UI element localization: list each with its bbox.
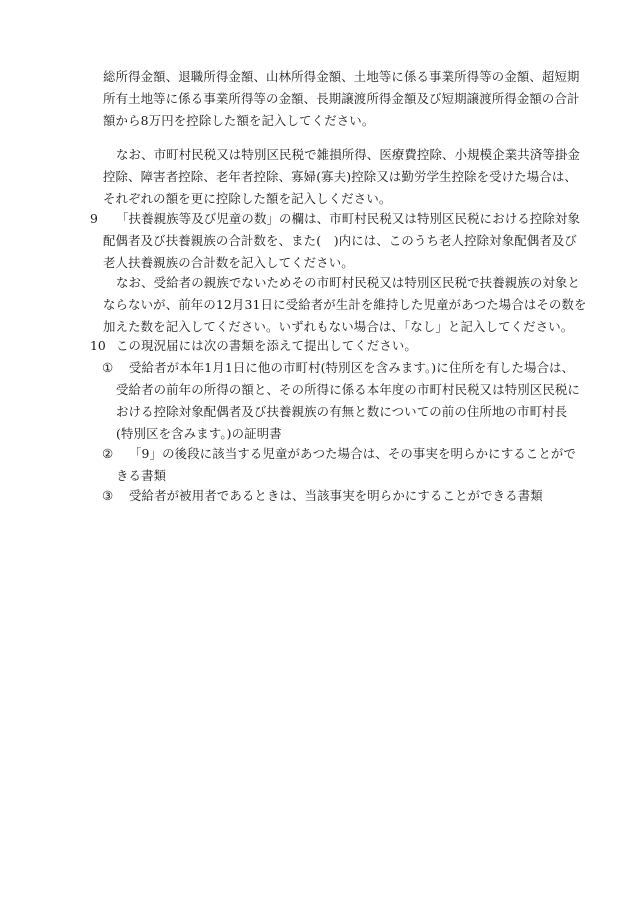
text-line: 受給者の前年の所得の額と、その所得に係る本年度の市町村民税又は特別区民税に [116,382,581,397]
item-10-text [116,335,417,357]
text-line: 額から8万円を控除した額を記入してください。 [103,113,375,128]
text-line: 加えた数を記入してください。いずれもない場合は、「なし」と記入してください。 [103,319,574,334]
text-line: 老人扶養親族の合計数を記入してください。 [103,255,354,270]
note-paragraph-children [103,272,587,338]
text-line: それぞれの額を更に控除した額を記入しください。 [103,191,392,206]
text-line: この現況届には次の書類を添えて提出してください。 [116,338,417,353]
text-line: 受給者が本年1月1日に他の市町村(特別区を含みます。)に住所を有した場合は、 [129,360,575,375]
sub-item-2-paragraph [116,443,576,487]
sub-item-marker-3: ③ [102,488,114,503]
text-line: 「9」の後段に該当する児童があつた場合は、その事実を明らかにすることがで [129,446,576,461]
text-line: 受給者が被用者であるときは、当該事実を明らかにすることができる書類 [129,488,543,503]
text-line: なお、市町村民税又は特別区民税で雑損所得、医療費控除、小規模企業共済等掛金 [116,147,581,162]
sub-item-marker-1: ① [102,360,114,375]
text-line: 所有土地等に係る事業所得等の金額、長期譲渡所得金額及び短期譲渡所得金額の合計 [103,91,580,106]
continuation-paragraph [103,66,580,132]
text-line: 配偶者及び扶養親族の合計数を、また( )内には、このうち老人控除対象配偶者及び [103,233,577,248]
item-number-9: 9 [90,211,98,226]
sub-item-3-paragraph [116,485,543,507]
item-9-paragraph [103,208,580,274]
text-line: なお、受給者の親族でないためその市町村民税又は特別区民税で扶養親族の対象と [116,275,581,290]
text-line: おける控除対象配偶者及び扶養親族の有無と数についての前の住所地の市町村長 [116,404,568,419]
text-line: 「扶養親族等及び児童の数」の欄は、市町村民税又は特別区民税における控除対象 [116,211,581,226]
text-line: ならないが、前年の12月31日に受給者が生計を維持した児童があつた場合はその数を [103,297,587,312]
text-line: 控除、障害者控除、老年者控除、寡婦(寡夫)控除又は勤労学生控除を受けた場合は、 [103,169,577,184]
text-line: 総所得金額、退職所得金額、山林所得金額、土地等に係る事業所得等の金額、超短期 [103,69,580,84]
item-number-10: 10 [90,338,106,353]
sub-item-marker-2: ② [102,446,114,461]
text-line: きる書類 [116,468,167,483]
sub-item-1-paragraph [116,357,580,445]
note-paragraph-deductions [103,144,580,210]
text-line: (特別区を含みます。)の証明書 [116,426,282,441]
